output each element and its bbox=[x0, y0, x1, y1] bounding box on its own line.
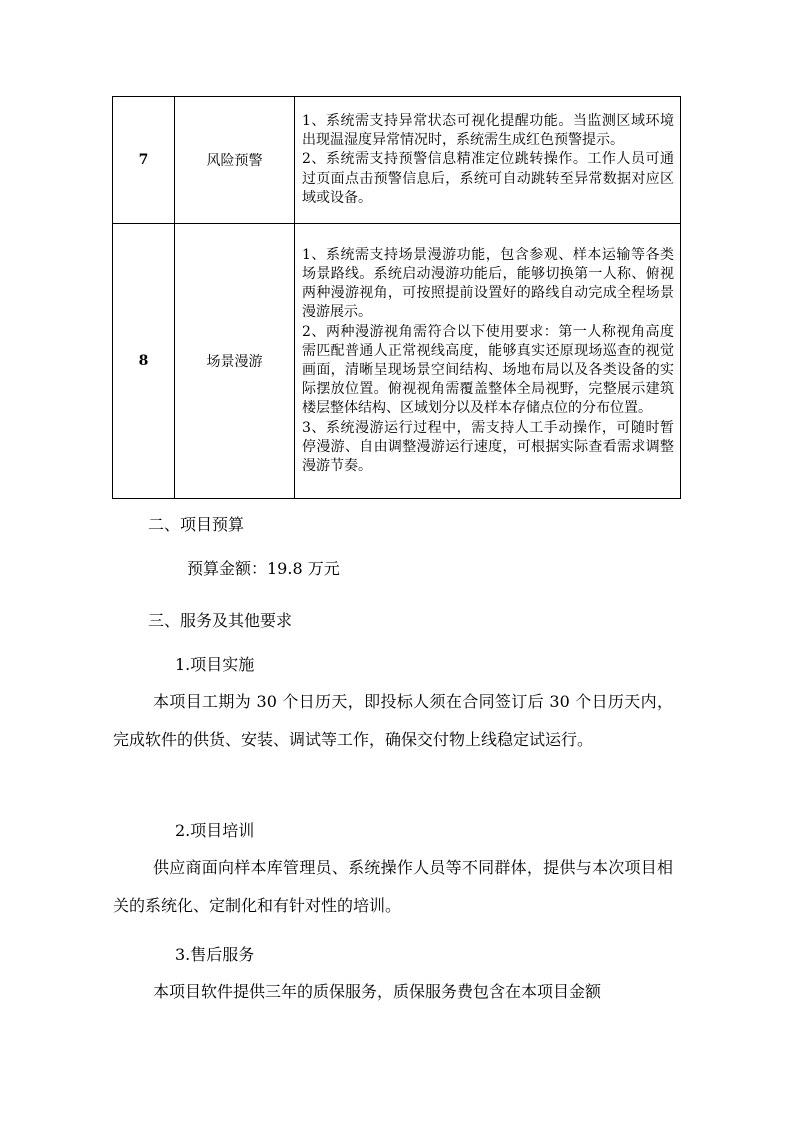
services-heading: 三、服务及其他要求 bbox=[148, 611, 293, 630]
implementation-text: 本项目工期为 30 个日历天，即投标人须在合同签订后 30 个日历天内，完成软件的供货、安装、调试等工作，确保交付物上线稳定试运行。 bbox=[113, 692, 673, 749]
training-text: 供应商面向样本库管理员、系统操作人员等不同群体，提供与本次项目相关的系统化、定制化和有针对性的培训。 bbox=[113, 858, 673, 915]
feature-description bbox=[295, 224, 681, 499]
requirements-table bbox=[112, 96, 681, 499]
training-heading: 2.项目培训 bbox=[175, 821, 255, 840]
requirement-item: 1、系统需支持异常状态可视化提醒功能。当监测区域环境出现温湿度异常情况时，系统需生成红色预警提示。 bbox=[302, 112, 674, 149]
after-sales-text: 本项目软件提供三年的质保服务，质保服务费包含在本项目金额 bbox=[153, 982, 602, 1001]
row-number: 8 bbox=[113, 224, 175, 499]
requirement-item: 1、系统需支持场景漫游功能，包含参观、样本运输等各类场景路线。系统启动漫游功能后，能够切换第一人称、俯视两种漫游视角，可按照提前设置好的路线自动完成全程场景漫游展示。 bbox=[302, 246, 674, 321]
requirement-item: 2、两种漫游视角需符合以下使用要求：第一人称视角高度需匹配普通人正常视线高度，能够真实还原现场巡查的视觉画面，清晰呈现场景空间结构、场地布局以及各类设备的实际摆放位置。俯视视角需覆盖整体全局视野，完整展示建筑楼层整体结构、区域划分以及样本存储点位的分布位置。 bbox=[302, 323, 674, 417]
requirement-item: 3、系统漫游运行过程中，需支持人工手动操作，可随时暂停漫游、自由调整漫游运行速度，可根据实际查看需求调整漫游节奏。 bbox=[302, 419, 674, 475]
feature-name: 风险预警 bbox=[175, 97, 295, 224]
budget-heading: 二、项目预算 bbox=[148, 515, 245, 534]
table-row bbox=[113, 224, 681, 499]
requirement-item: 2、系统需支持预警信息精准定位跳转操作。工作人员可通过页面点击预警信息后，系统可自动跳转至异常数据对应区域或设备。 bbox=[302, 151, 674, 206]
feature-description bbox=[295, 97, 681, 224]
row-number: 7 bbox=[113, 97, 175, 224]
table-row bbox=[113, 97, 681, 224]
feature-name: 场景漫游 bbox=[175, 224, 295, 499]
budget-amount: 预算金额：19.8 万元 bbox=[187, 559, 340, 578]
implementation-heading: 1.项目实施 bbox=[175, 655, 255, 674]
after-sales-heading: 3.售后服务 bbox=[175, 945, 255, 964]
